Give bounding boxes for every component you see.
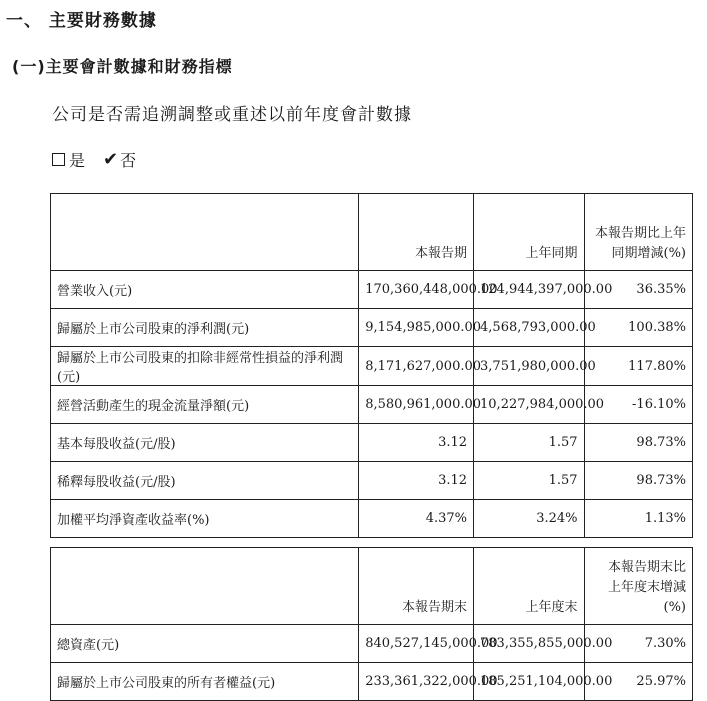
header-cell: 本報告期比上年 同期增減(%) xyxy=(584,194,692,271)
table-row xyxy=(51,347,693,386)
value-cell: 100.38% xyxy=(584,309,692,347)
table-header-row xyxy=(51,548,693,625)
value-cell: 840,527,145,000.00 xyxy=(359,625,474,663)
value-cell: 3,751,980,000.00 xyxy=(474,347,585,386)
value-cell: 1.13% xyxy=(584,500,692,538)
row-label: 歸屬於上市公司股東的所有者權益(元) xyxy=(51,663,359,701)
value-cell: 3.12 xyxy=(359,424,474,462)
value-cell: 233,361,322,000.00 xyxy=(359,663,474,701)
table-row xyxy=(51,386,693,424)
row-label: 加權平均淨資產收益率(%) xyxy=(51,500,359,538)
row-label: 歸屬於上市公司股東的淨利潤(元) xyxy=(51,309,359,347)
balance-data-table xyxy=(50,547,693,701)
table-row xyxy=(51,271,693,309)
row-label: 經營活動產生的現金流量淨額(元) xyxy=(51,386,359,424)
option-yes: 是 xyxy=(69,151,86,170)
option-no: 否 xyxy=(120,151,137,170)
header-cell xyxy=(51,194,359,271)
value-cell: 1.57 xyxy=(474,462,585,500)
restatement-options xyxy=(52,148,136,171)
value-cell: 8,580,961,000.00 xyxy=(359,386,474,424)
value-cell: 25.97% xyxy=(584,663,692,701)
header-cell: 本報告期 xyxy=(359,194,474,271)
header-cell: 上年度末 xyxy=(474,548,585,625)
value-cell: 124,944,397,000.00 xyxy=(474,271,585,309)
table-header-row xyxy=(51,194,693,271)
value-cell: -16.10% xyxy=(584,386,692,424)
row-label: 稀釋每股收益(元/股) xyxy=(51,462,359,500)
table-row xyxy=(51,309,693,347)
table-row xyxy=(51,500,693,538)
table-row xyxy=(51,663,693,701)
value-cell: 4.37% xyxy=(359,500,474,538)
value-cell: 10,227,984,000.00 xyxy=(474,386,585,424)
value-cell: 4,568,793,000.00 xyxy=(474,309,585,347)
value-cell: 170,360,448,000.00 xyxy=(359,271,474,309)
table-row xyxy=(51,462,693,500)
table-row xyxy=(51,424,693,462)
value-cell: 36.35% xyxy=(584,271,692,309)
restatement-question: 公司是否需追溯調整或重述以前年度會計數據 xyxy=(52,105,412,125)
header-cell: 本報告期末比 上年度末增減(%) xyxy=(584,548,692,625)
header-cell: 本報告期末 xyxy=(359,548,474,625)
row-label: 營業收入(元) xyxy=(51,271,359,309)
value-cell: 117.80% xyxy=(584,347,692,386)
value-cell: 1.57 xyxy=(474,424,585,462)
header-cell: 上年同期 xyxy=(474,194,585,271)
key-accounting-data-table xyxy=(50,193,693,538)
unchecked-box-icon xyxy=(52,153,65,166)
value-cell: 98.73% xyxy=(584,462,692,500)
value-cell: 8,171,627,000.00 xyxy=(359,347,474,386)
value-cell: 98.73% xyxy=(584,424,692,462)
row-label: 總資產(元) xyxy=(51,625,359,663)
check-mark-icon: ✔ xyxy=(103,149,119,170)
row-label: 歸屬於上市公司股東的扣除非經常性損益的淨利潤(元) xyxy=(51,347,359,386)
header-cell xyxy=(51,548,359,625)
value-cell: 3.12 xyxy=(359,462,474,500)
value-cell: 7.30% xyxy=(584,625,692,663)
subsection-title: (一)主要會計數據和財務指標 xyxy=(12,57,233,76)
value-cell: 783,355,855,000.00 xyxy=(474,625,585,663)
table-row xyxy=(51,625,693,663)
section-title: 一、 主要財務數據 xyxy=(6,11,157,31)
value-cell: 3.24% xyxy=(474,500,585,538)
value-cell: 9,154,985,000.00 xyxy=(359,309,474,347)
row-label: 基本每股收益(元/股) xyxy=(51,424,359,462)
value-cell: 185,251,104,000.00 xyxy=(474,663,585,701)
